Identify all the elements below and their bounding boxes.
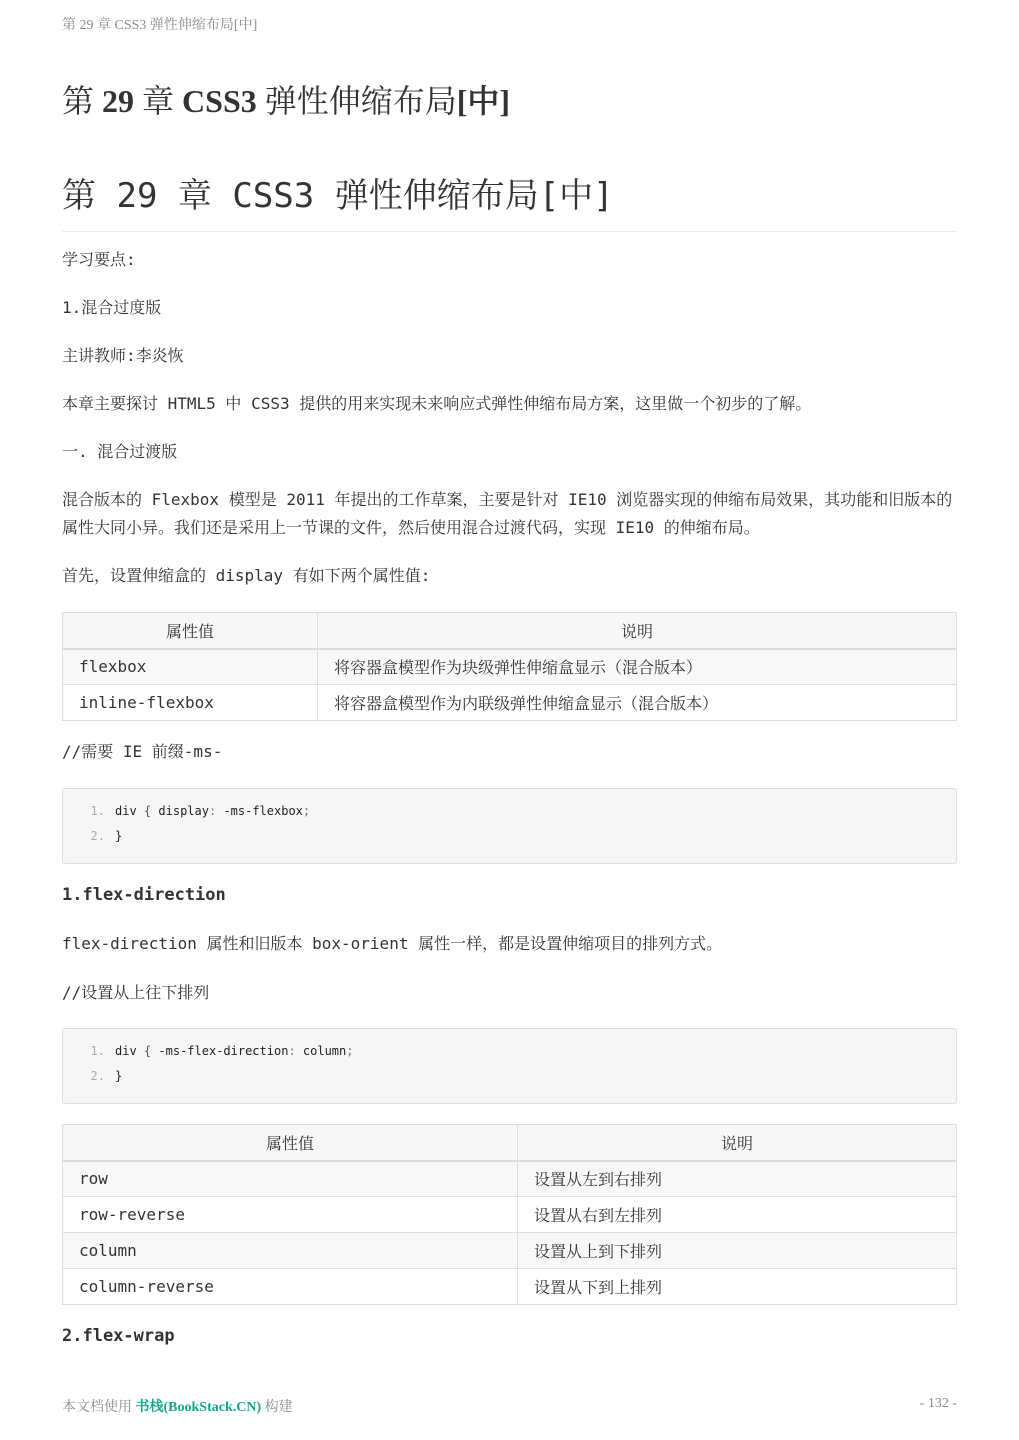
code-block — [62, 1028, 957, 1104]
line-number: 1. — [90, 1044, 105, 1058]
chapter-css: CSS3 — [182, 83, 257, 119]
table-header-row — [63, 1125, 957, 1161]
table-cell: flexbox — [63, 649, 318, 685]
table-cell: 设置从左到右排列 — [518, 1161, 957, 1197]
code-line: 1. div { display: -ms-flexbox; — [63, 799, 956, 824]
table-header-row — [63, 613, 957, 649]
code-block — [62, 788, 957, 864]
table-header: 说明 — [518, 1125, 957, 1161]
code-property: -ms-flex-direction — [158, 1044, 289, 1058]
line-number: 2. — [90, 829, 105, 843]
table-header: 说明 — [318, 613, 957, 649]
table-cell: row-reverse — [63, 1197, 518, 1233]
table-header: 属性值 — [63, 1125, 518, 1161]
paragraph: 学习要点: — [62, 250, 136, 269]
code-brace: } — [115, 1069, 123, 1083]
table-row — [63, 649, 957, 685]
display-values-table — [62, 612, 957, 721]
chapter-number: 29 — [102, 83, 135, 119]
paragraph: 1.混合过度版 — [62, 298, 162, 317]
footer-prefix: 本文档使用 — [62, 1400, 132, 1415]
table-row — [63, 685, 957, 721]
code-line — [63, 1064, 956, 1089]
line-number: 1. — [90, 804, 105, 818]
code-selector: div — [115, 1044, 137, 1058]
table-cell: inline-flexbox — [63, 685, 318, 721]
table-row — [63, 1197, 957, 1233]
line-number: 2. — [90, 1069, 105, 1083]
chapter-rest: 弹性伸缩布局 — [264, 83, 457, 119]
code-brace: } — [115, 829, 123, 843]
page-number: - 132 - — [919, 1396, 957, 1411]
table-row — [63, 1233, 957, 1269]
page-footer — [62, 1396, 957, 1416]
code-value: -ms-flexbox — [223, 804, 303, 818]
paragraph: 本章主要探讨 HTML5 中 CSS3 提供的用来实现未来响应式弹性伸缩布局方案，这里做一个初步的了解。 — [62, 394, 812, 413]
table-cell: column — [63, 1233, 518, 1269]
flex-direction-table — [62, 1124, 957, 1305]
table-cell: 将容器盒模型作为内联级弹性伸缩盒显示（混合版本） — [318, 685, 957, 721]
chapter-bracket: [中] — [456, 83, 511, 119]
table-cell: 设置从下到上排列 — [518, 1269, 957, 1305]
subsection-heading: 2.flex-wrap — [62, 1326, 175, 1346]
section-heading: 一. 混合过渡版 — [62, 442, 178, 461]
chapter-prefix: 第 — [62, 83, 95, 119]
running-header: 第 29 章 CSS3 弹性伸缩布局[中] — [62, 18, 258, 33]
page-title: 第 29 章 CSS3 弹性伸缩布局[中] — [62, 168, 957, 232]
table-header: 属性值 — [63, 613, 318, 649]
paragraph: //需要 IE 前缀-ms- — [62, 742, 223, 761]
chapter-mid: 章 — [142, 83, 175, 119]
paragraph: 主讲教师:李炎恢 — [62, 346, 184, 365]
table-cell: 将容器盒模型作为块级弹性伸缩盒显示（混合版本） — [318, 649, 957, 685]
table-row — [63, 1269, 957, 1305]
code-property: display — [158, 804, 209, 818]
subsection-heading: 1.flex-direction — [62, 885, 226, 905]
table-cell: 设置从上到下排列 — [518, 1233, 957, 1269]
code-line — [63, 824, 956, 849]
table-cell: column-reverse — [63, 1269, 518, 1305]
paragraph: //设置从上往下排列 — [62, 983, 210, 1002]
code-brace: { — [143, 1044, 152, 1058]
code-brace: { — [143, 804, 152, 818]
table-cell: 设置从右到左排列 — [518, 1197, 957, 1233]
code-selector: div — [115, 804, 137, 818]
paragraph: 混合版本的 Flexbox 模型是 2011 年提出的工作草案，主要是针对 IE10 浏览器实现的伸缩布局效果，其功能和旧版本的属性大同小异。我们还是采用上一节课的文件，然后使用混合过渡代码，实现 IE10 的伸缩布局。 — [62, 490, 953, 537]
table-row — [63, 1161, 957, 1197]
paragraph: 首先，设置伸缩盒的 display 有如下两个属性值: — [62, 566, 431, 585]
bookstack-link[interactable]: 书栈(BookStack.CN) — [135, 1400, 262, 1415]
footer-suffix: 构建 — [264, 1400, 293, 1415]
code-value: column — [302, 1044, 347, 1058]
table-cell: row — [63, 1161, 518, 1197]
code-line: 1. div { -ms-flex-direction: column; — [63, 1039, 956, 1064]
chapter-title — [62, 76, 510, 122]
paragraph: flex-direction 属性和旧版本 box-orient 属性一样，都是设置伸缩项目的排列方式。 — [62, 934, 723, 953]
